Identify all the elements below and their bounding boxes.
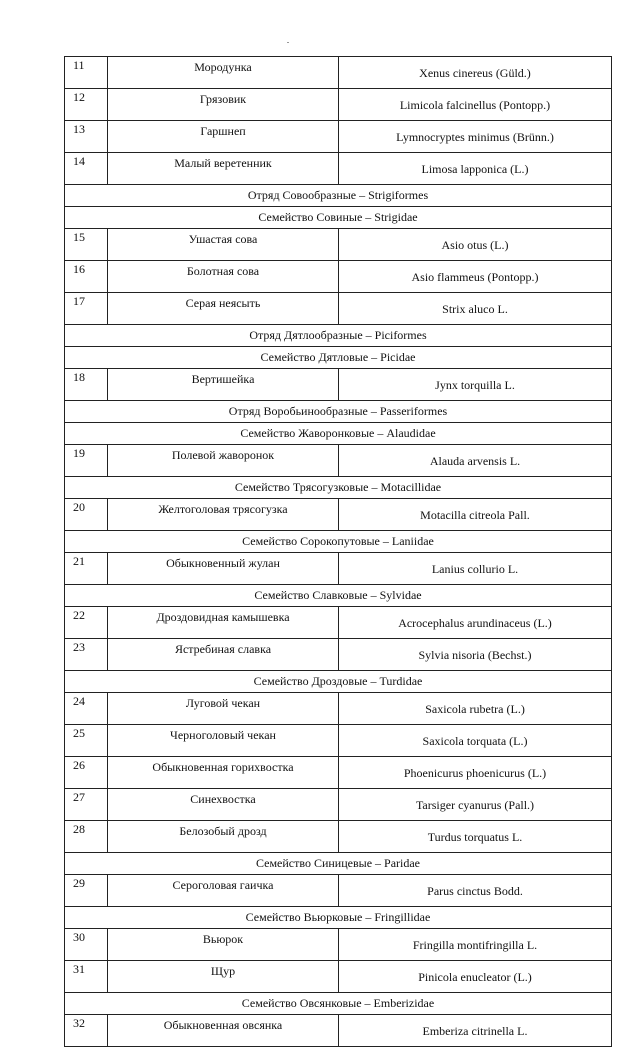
group-header-row [65,993,612,1015]
scan-dot [287,42,289,43]
row-number: 13 [65,121,108,153]
latin-name: Jynx torquilla L. [435,378,515,392]
common-name-cell [108,607,339,639]
table-row [65,121,612,153]
group-header-row [65,347,612,369]
group-header: Семейство Славковые – Sylvidae [65,585,612,607]
species-table [64,56,612,1047]
common-name: Малый веретенник [174,156,272,170]
common-name-cell [108,789,339,821]
common-name: Обыкновенная горихвостка [152,760,294,774]
row-number: 30 [65,929,108,961]
table-row [65,153,612,185]
latin-name: Alauda arvensis L. [429,454,521,468]
latin-name: Lymnocryptes minimus (Brünn.) [396,130,554,144]
table-row [65,293,612,325]
table-row [65,693,612,725]
latin-name: Acrocephalus arundinaceus (L.) [398,616,552,630]
latin-name-cell [339,693,612,725]
latin-name: Emberiza citrinella L. [422,1024,528,1038]
latin-name-cell [339,499,612,531]
group-header: Семейство Дятловые – Picidae [65,347,612,369]
table-row [65,445,612,477]
row-number: 18 [65,369,108,401]
group-header-row [65,423,612,445]
latin-name: Limosa lapponica (L.) [421,162,529,176]
latin-name: Phoenicurus phoenicurus (L.) [403,766,547,780]
latin-name: Lanius collurio L. [431,562,519,576]
table-row [65,229,612,261]
table-row [65,875,612,907]
latin-name-cell [339,875,612,907]
common-name-cell [108,639,339,671]
common-name: Вьюрок [202,932,244,946]
common-name: Полевой жаворонок [171,448,275,462]
common-name: Обыкновенная овсянка [163,1018,283,1032]
group-header-row [65,585,612,607]
table-row [65,929,612,961]
latin-name: Asio flammeus (Pontopp.) [411,270,539,284]
latin-name: Asio otus (L.) [441,238,509,252]
table-row [65,553,612,585]
row-number: 25 [65,725,108,757]
latin-name-cell [339,1015,612,1047]
row-number: 12 [65,89,108,121]
group-header: Семейство Вьюрковые – Fringillidae [65,907,612,929]
latin-name: Tarsiger cyanurus (Pall.) [415,798,535,812]
table-row [65,369,612,401]
table-row [65,607,612,639]
latin-name: Xenus cinereus (Güld.) [419,66,531,80]
common-name: Желтоголовая трясогузка [158,502,288,516]
row-number: 16 [65,261,108,293]
row-number: 26 [65,757,108,789]
latin-name-cell [339,757,612,789]
latin-name: Sylvia nisoria (Bechst.) [418,648,532,662]
group-header: Семейство Совиные – Strigidae [65,207,612,229]
row-number: 27 [65,789,108,821]
common-name-cell [108,499,339,531]
common-name-cell [108,929,339,961]
common-name: Серая неясыть [185,296,261,310]
common-name-cell [108,229,339,261]
row-number: 21 [65,553,108,585]
common-name-cell [108,875,339,907]
latin-name: Strix aluco L. [442,302,508,316]
common-name: Щур [210,964,236,978]
common-name-cell [108,693,339,725]
latin-name: Parus cinctus Bodd. [427,884,523,898]
table-row [65,725,612,757]
common-name-cell [108,293,339,325]
table-row [65,757,612,789]
common-name: Черноголовый чекан [170,728,276,742]
common-name-cell [108,445,339,477]
group-header: Семейство Жаворонковые – Alaudidae [65,423,612,445]
common-name-cell [108,553,339,585]
group-header-row [65,207,612,229]
group-header-row [65,671,612,693]
common-name: Синехвостка [190,792,256,806]
table-row [65,639,612,671]
common-name: Белозобый дрозд [179,824,267,838]
latin-name-cell [339,553,612,585]
table-row [65,89,612,121]
group-header: Семейство Дроздовые – Turdidae [65,671,612,693]
group-header-row [65,325,612,347]
group-header-row [65,185,612,207]
latin-name-cell [339,57,612,89]
common-name: Вертишейка [191,372,255,386]
row-number: 14 [65,153,108,185]
row-number: 22 [65,607,108,639]
group-header-row [65,907,612,929]
table-row [65,789,612,821]
common-name-cell [108,757,339,789]
latin-name: Limicola falcinellus (Pontopp.) [399,98,551,112]
latin-name-cell [339,89,612,121]
latin-name-cell [339,725,612,757]
group-header-row [65,401,612,423]
row-number: 24 [65,693,108,725]
common-name-cell [108,1015,339,1047]
common-name: Дроздовидная камышевка [156,610,290,624]
latin-name-cell [339,639,612,671]
common-name: Сероголовая гаичка [172,878,274,892]
common-name-cell [108,153,339,185]
common-name: Болотная сова [186,264,260,278]
group-header: Отряд Совообразные – Strigiformes [65,185,612,207]
common-name-cell [108,369,339,401]
group-header: Семейство Овсянковые – Emberizidae [65,993,612,1015]
row-number: 20 [65,499,108,531]
common-name: Мородунка [194,60,252,74]
table-row [65,1015,612,1047]
group-header-row [65,531,612,553]
latin-name-cell [339,929,612,961]
row-number: 32 [65,1015,108,1047]
table-row [65,57,612,89]
common-name-cell [108,821,339,853]
row-number: 29 [65,875,108,907]
common-name: Ушастая сова [188,232,258,246]
latin-name-cell [339,607,612,639]
latin-name-cell [339,153,612,185]
common-name: Ястребиная славка [174,642,272,656]
common-name-cell [108,961,339,993]
common-name-cell [108,261,339,293]
group-header: Отряд Воробьинообразные – Passeriformes [65,401,612,423]
row-number: 11 [65,57,108,89]
group-header: Семейство Сорокопутовые – Laniidae [65,531,612,553]
latin-name-cell [339,261,612,293]
common-name: Гаршнеп [200,124,246,138]
row-number: 23 [65,639,108,671]
group-header: Отряд Дятлообразные – Piciformes [65,325,612,347]
row-number: 28 [65,821,108,853]
species-table-body [65,57,612,1047]
row-number: 31 [65,961,108,993]
latin-name: Saxicola rubetra (L.) [425,702,525,716]
group-header: Семейство Синицевые – Paridae [65,853,612,875]
group-header-row [65,853,612,875]
latin-name: Turdus torquatus L. [427,830,523,844]
latin-name: Fringilla montifringilla L. [412,938,538,952]
group-header: Семейство Трясогузковые – Motacillidae [65,477,612,499]
row-number: 15 [65,229,108,261]
latin-name-cell [339,369,612,401]
common-name: Грязовик [199,92,247,106]
latin-name: Motacilla citreola Pall. [420,508,530,522]
latin-name-cell [339,121,612,153]
latin-name-cell [339,821,612,853]
common-name-cell [108,725,339,757]
latin-name-cell [339,961,612,993]
row-number: 17 [65,293,108,325]
group-header-row [65,477,612,499]
table-row [65,261,612,293]
common-name-cell [108,57,339,89]
row-number: 19 [65,445,108,477]
latin-name: Saxicola torquata (L.) [422,734,528,748]
common-name-cell [108,121,339,153]
table-row [65,961,612,993]
latin-name-cell [339,445,612,477]
common-name: Луговой чекан [185,696,261,710]
table-row [65,821,612,853]
latin-name: Pinicola enucleator (L.) [418,970,532,984]
common-name-cell [108,89,339,121]
latin-name-cell [339,229,612,261]
latin-name-cell [339,789,612,821]
table-row [65,499,612,531]
common-name: Обыкновенный жулан [166,556,280,570]
latin-name-cell [339,293,612,325]
